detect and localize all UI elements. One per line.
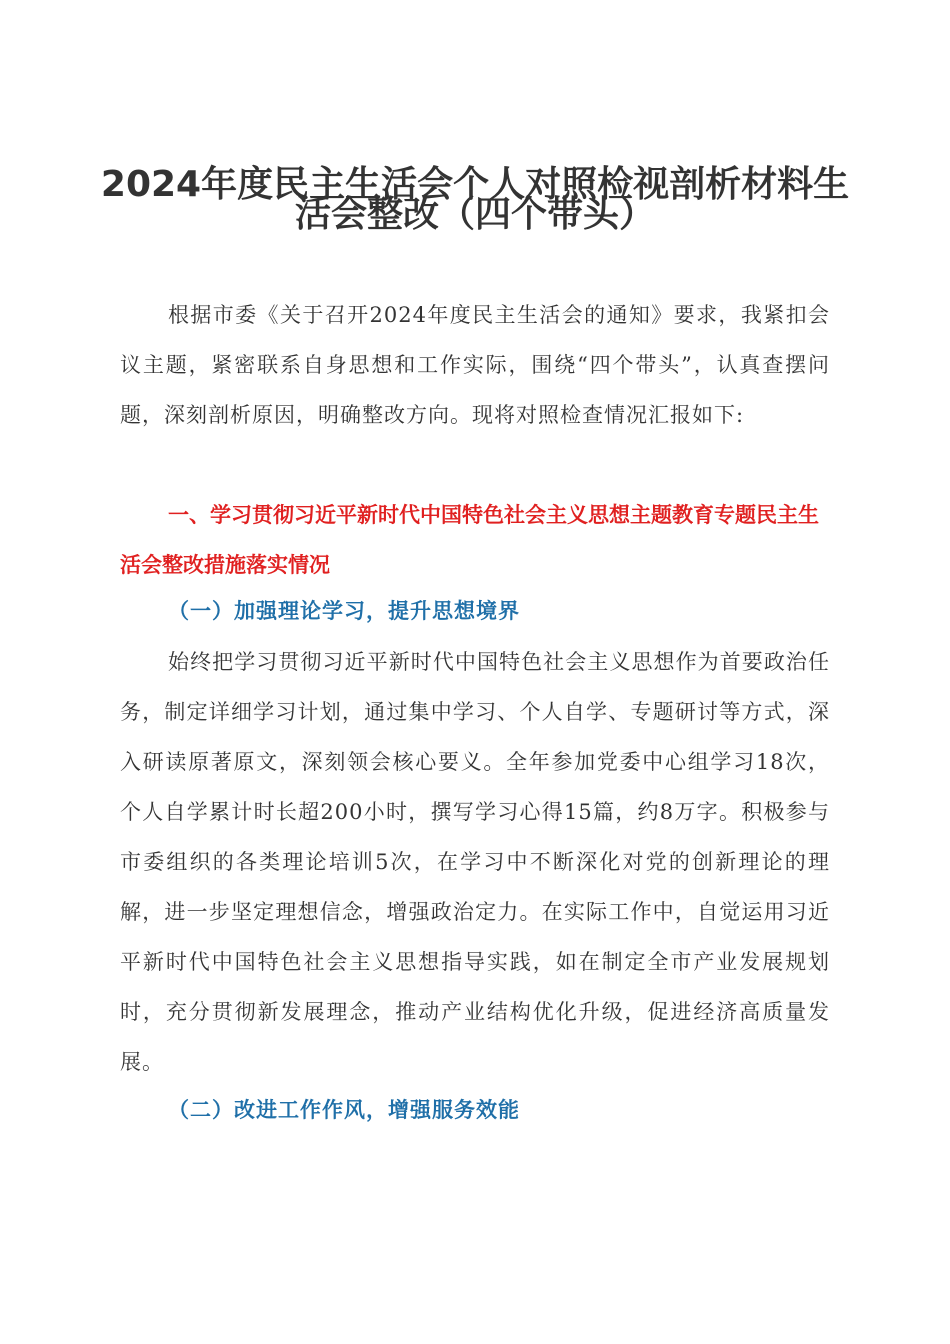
subsection-1-heading: （一）加强理论学习，提升思想境界 (168, 598, 520, 623)
subsection-1-body: 始终把学习贯彻习近平新时代中国特色社会主义思想作为首要政治任务，制定详细学习计划，通过集中学习、个人自学、专题研讨等方式，深入研读原著原文，深刻领会核心要义。全年参加党委中心组学习18次，个人自学累计时长超200小时，撰写学习心得15篇，约8万字。积极参与市委组织的各类理论培训5次，在学习中不断深化对党的创新理论的理解，进一步坚定理想信念，增强政治定力。在实际工作中，自觉运用习近平新时代中国特色社会主义思想指导实践，如在制定全市产业发展规划时，充分贯彻新发展理念，推动产业结构优化升级，促进经济高质量发展。 (120, 650, 830, 1074)
section-1-heading: 一、学习贯彻习近平新时代中国特色社会主义思想主题教育专题民主生活会整改措施落实情况 (120, 503, 819, 577)
document-title-line-1: 2024年度民主生活会个人对照检视剖析材料生 (100, 164, 850, 205)
intro-paragraph: 根据市委《关于召开2024年度民主生活会的通知》要求，我紧扣会议主题，紧密联系自身思想和工作实际，围绕“四个带头”，认真查摆问题，深刻剖析原因，明确整改方向。现将对照检查情况汇报如下: (120, 303, 830, 427)
subsection-2-heading: （二）改进工作作风，增强服务效能 (168, 1097, 520, 1122)
document-title-line-2: 活会整改（四个带头） (294, 194, 655, 235)
